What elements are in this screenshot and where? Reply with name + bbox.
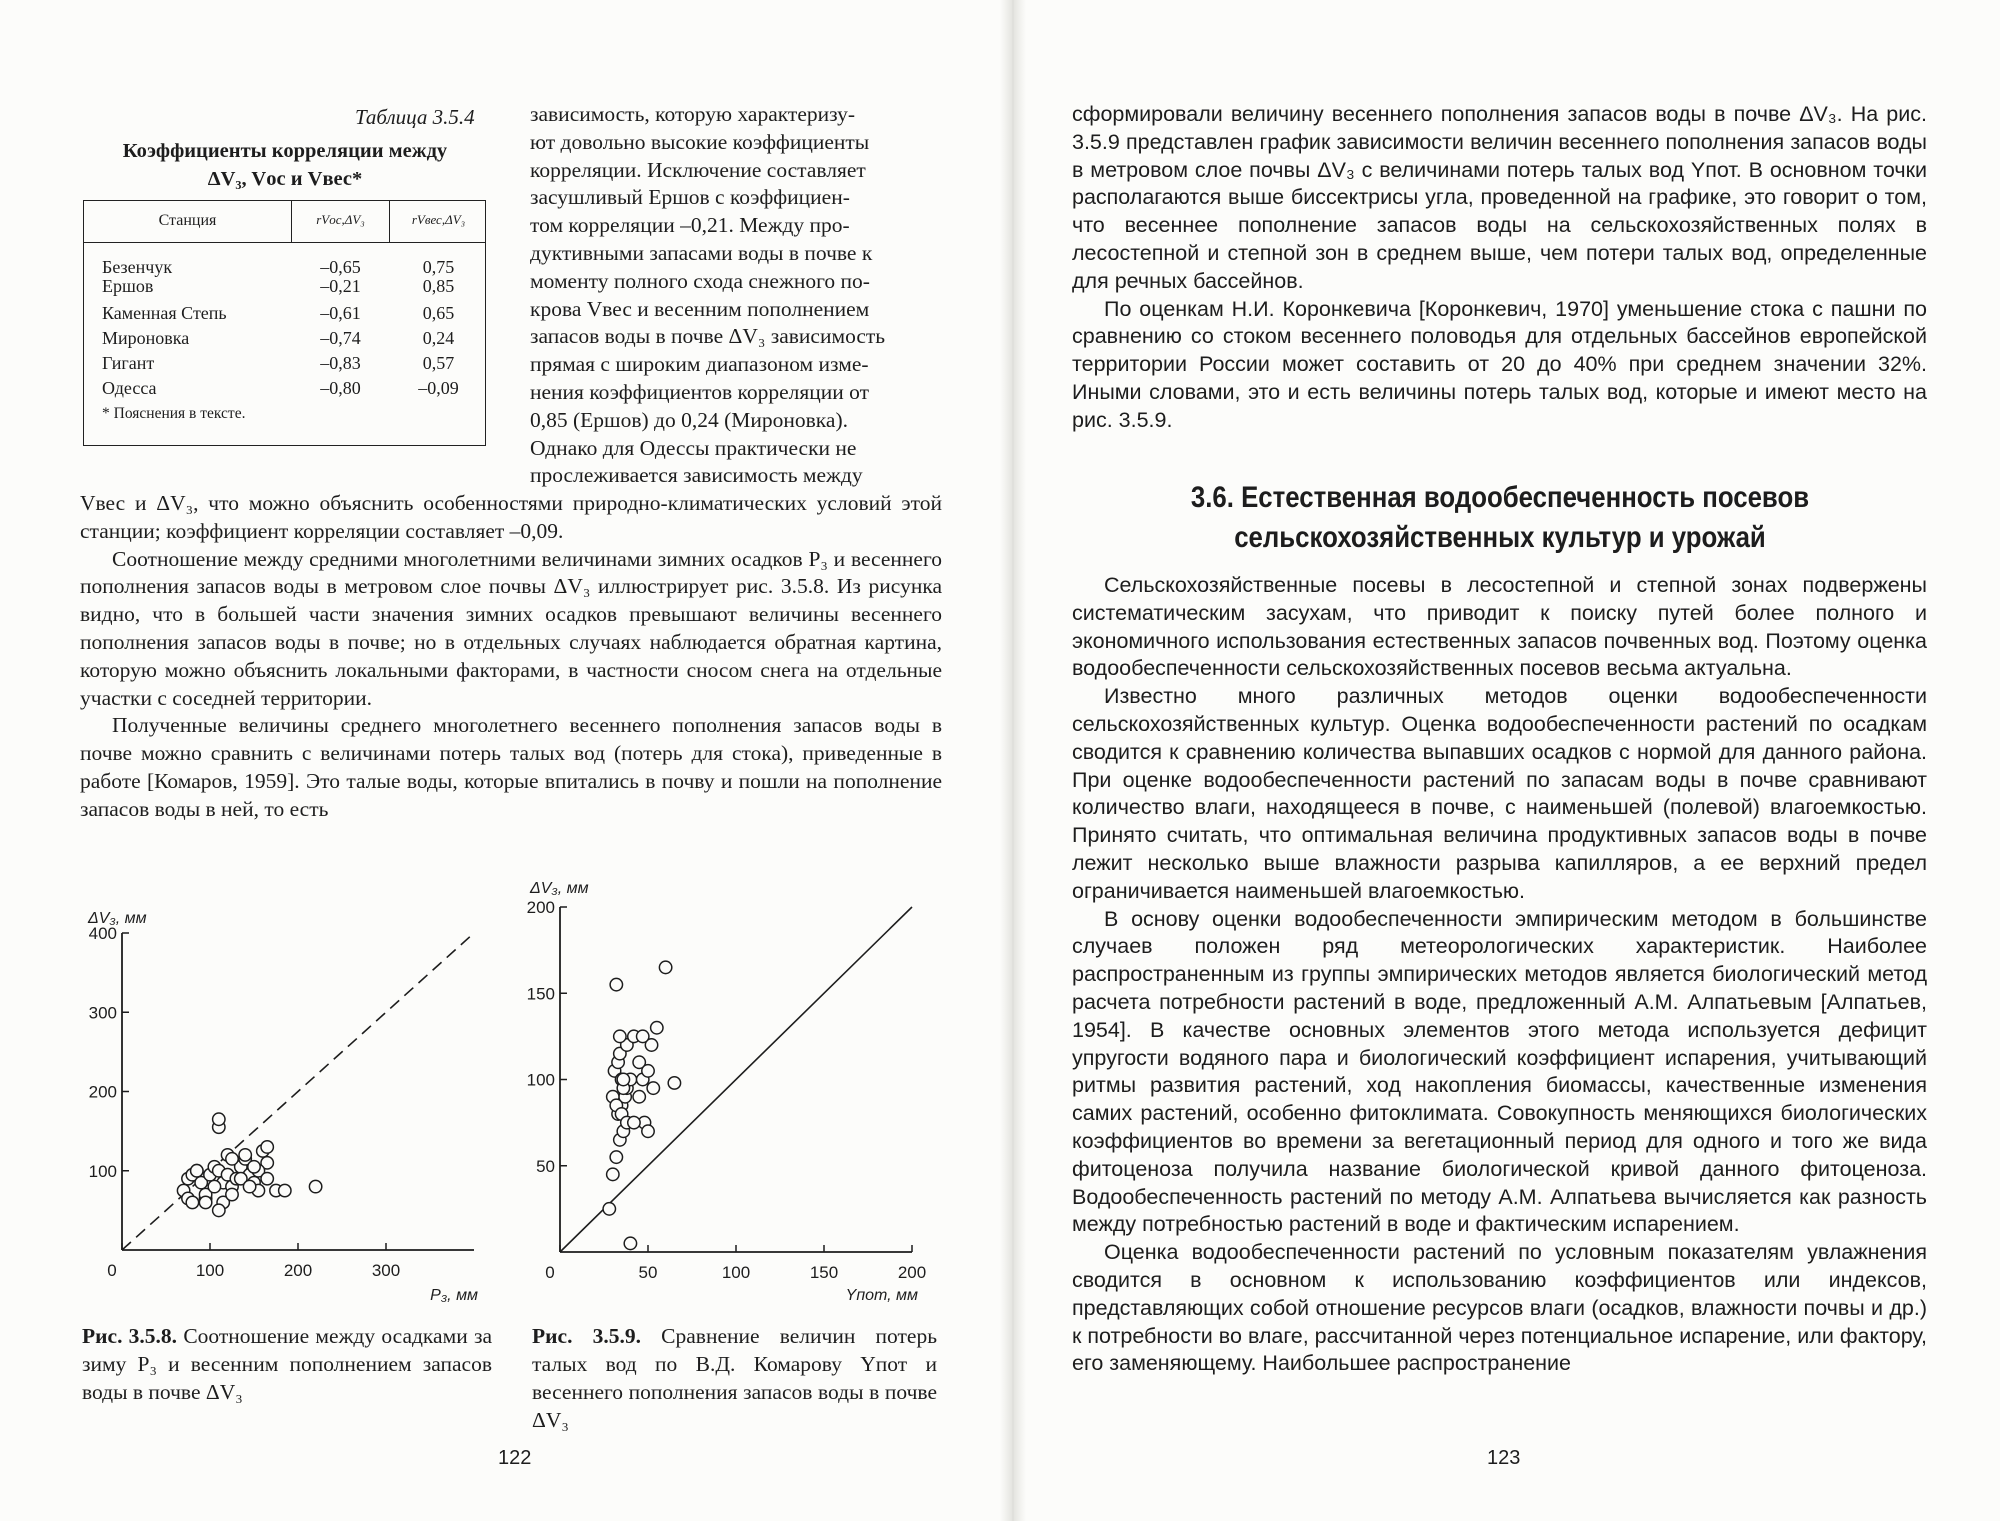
figure-caption-3-5-9 — [532, 1322, 937, 1434]
table-footnote: * Пояснения в тексте. — [102, 405, 246, 422]
paragraph: В основу оценки водообеспеченности эмпирическим методом в большинстве случаев положен ряд метеорологических характеристик. Наиболее распространенным из группы эмпирических методов является биологический метод расчета потребности растений в воде, предложенный А.М. Алпатьевым [Алпатьев, 1954]. В качестве основных элементов этого метода используется дефицит упругости водяного пара и биологический коэффициент испарения, учитывающий ритмы развития растений, ход накопления биомассы, качественные изменения самих растений, особенно фитоклимата. Совокупность меняющихся биологических коэффициентов во времени за вегетационный период для одного и того же вида фитоценоза получила название биологической кривой данного фитоценоза. Водообеспеченность растений по методу А.М. Алпатьева вычисляется как разность между потребностью растений в воде и фактическим испарением. — [1072, 906, 1927, 1237]
table-row — [84, 353, 485, 378]
x-tick-label: 100 — [195, 1261, 225, 1280]
text-line: прослеживается зависимость между — [530, 463, 863, 488]
y-tick-label: 100 — [526, 1070, 555, 1090]
text-line: корреляции. Исключение составляет — [530, 157, 866, 182]
figure-caption-text: Сравнение величин потерь талых вод по В.Д. Комарову Yпот и весеннего пополнения запасов воды в почве ΔV₃ — [532, 1324, 937, 1432]
data-point — [309, 1180, 321, 1192]
x-tick-label: 200 — [897, 1263, 927, 1282]
data-point — [633, 1091, 645, 1103]
table-cell-r-ves: 0,24 — [422, 328, 455, 348]
correlation-table — [83, 200, 486, 446]
data-point — [213, 1113, 225, 1125]
table-cell-r-ves: 0,65 — [422, 303, 455, 323]
left-body-text — [80, 490, 942, 824]
data-point — [614, 1030, 626, 1042]
data-point — [610, 1151, 622, 1163]
right-body-bottom — [1072, 572, 1927, 1378]
figure-caption-3-5-8 — [82, 1322, 492, 1406]
table-cell-r-ves: 0,85 — [422, 276, 455, 296]
data-point — [191, 1165, 203, 1177]
figure-caption-text: Соотношение между осадками за зиму P₃ и весенним пополнением запасов воды в почве ΔV₃ — [82, 1324, 492, 1404]
x-tick-label: 300 — [371, 1261, 401, 1280]
table-title — [85, 137, 485, 193]
table-cell-r-os: –0,83 — [320, 353, 361, 373]
x-tick-label: 50 — [638, 1263, 658, 1282]
table-cell-r-ves: 0,75 — [422, 257, 455, 277]
text-line: крова Vвес и весенним пополнением — [530, 296, 870, 321]
section-heading-line1: 3.6. Естественная водообеспеченность посевов — [1190, 481, 1810, 514]
paragraph: Vвес и ΔV₃, что можно объяснить особенностями природно-климатических условий этой станции; коэффициент корреляции составляет –0,09. — [80, 491, 942, 543]
text-line: 0,85 (Ершов) до 0,24 (Мироновка). — [530, 407, 848, 432]
scatter-chart-fig-3-5-8 — [70, 895, 510, 1315]
table-cell-r-ves: –0,09 — [418, 378, 459, 398]
table-cell-r-ves: 0,57 — [422, 353, 455, 373]
data-point — [243, 1180, 255, 1192]
page-number-left: 122 — [498, 1447, 532, 1469]
right-body-top — [1072, 101, 1927, 435]
table-cell-r-os: –0,61 — [320, 303, 361, 323]
reference-line — [122, 933, 474, 1250]
paragraph: Сельскохозяйственные посевы в лесостепной и степной зонах подвержены систематическим засухам, что приводит к поиску путей более полного и экономичного использования естественных запасов почвенных вод. Поэтому оценка водообеспеченности сельскохозяйственных посевов весьма актуальна. — [1072, 573, 1927, 681]
text-line: Однако для Одессы практически не — [530, 435, 857, 460]
y-tick-label: 200 — [526, 898, 555, 917]
x-tick-label: 100 — [721, 1263, 751, 1282]
table-header-station: Станция — [158, 212, 217, 229]
data-point — [642, 1065, 654, 1077]
table-caption: Таблица 3.5.4 — [355, 105, 475, 129]
text-line: дуктивными запасами воды в почве к — [530, 240, 873, 265]
data-point — [659, 961, 671, 973]
section-heading-line2: сельскохозяйственных культур и урожай — [1234, 521, 1766, 554]
data-point — [279, 1184, 291, 1196]
data-point — [610, 978, 622, 990]
data-point — [186, 1196, 198, 1208]
paragraph: Полученные величины среднего многолетнего весеннего пополнения запасов воды в почве можно сравнить с величинами потерь талых вод (потерь для стока), приведенные в работе [Комаров, 1959]. Это талые воды, которые впитались в почву и пошли на пополнение запасов воды в ней, то есть — [80, 713, 942, 821]
text-line: том корреляции –0,21. Между про- — [530, 213, 850, 238]
table-cell-r-os: –0,65 — [320, 257, 361, 277]
table-cell-station: Гигант — [102, 353, 155, 373]
table-header-r-os: rVос,ΔV₃ — [316, 212, 365, 227]
data-point — [628, 1116, 640, 1128]
y-axis-label: ΔV₃, мм — [88, 910, 147, 927]
text-line: ют довольно высокие коэффициенты — [530, 129, 870, 154]
y-axis-label: ΔV₃, мм — [530, 880, 589, 897]
page-number-right: 123 — [1487, 1447, 1521, 1469]
data-point — [261, 1172, 273, 1184]
paragraph: Соотношение между средними многолетними величинами зимних осадков P₃ и весеннего пополнения запасов воды в метровом слое почвы ΔV₃ иллюстрирует рис. 3.5.8. Из рисунка видно, что в большей части значения зимних осадков превышают величины весеннего пополнения запасов воды в почве; но в отдельных случаях наблюдается обратная картина, которую можно объяснить локальными факторами, в частности сносом снега на отдельные участки с соседней территории. — [80, 546, 942, 710]
x-axis-label: P₃, мм — [430, 1287, 478, 1304]
table-title-line1: Коэффициенты корреляции между — [122, 140, 448, 162]
data-point — [248, 1161, 260, 1173]
data-point — [668, 1077, 680, 1089]
text-line: прямая с широким диапазоном изме- — [530, 352, 869, 377]
y-tick-label: 400 — [88, 924, 117, 943]
data-point — [617, 1073, 629, 1085]
x-tick-label: 200 — [283, 1261, 313, 1280]
table-header-r-ves: rVвес,ΔV₃ — [411, 212, 466, 227]
y-tick-label: 300 — [88, 1003, 117, 1023]
left-narrow-column — [530, 101, 940, 490]
table-title-line2: ΔV₃, Vос и Vвес* — [207, 168, 363, 190]
scatter-chart-fig-3-5-9 — [520, 875, 950, 1315]
table-row — [84, 328, 485, 353]
data-point — [226, 1153, 238, 1165]
data-point — [226, 1188, 238, 1200]
table-cell-station: Одесса — [102, 378, 157, 398]
data-point — [607, 1168, 619, 1180]
paragraph: По оценкам Н.И. Коронкевича [Коронкевич, 1970] уменьшение стока с пашни по сравнению со стоком весеннего половодья для отдельных бассейнов европейской территории России может составить от 20 до 40% при среднем значении 32%. Иными словами, это и есть величины потерь талых вод, которые и имеют место на рис. 3.5.9. — [1072, 296, 1927, 432]
table-cell-station: Каменная Степь — [102, 303, 227, 323]
text-line: нения коэффициентов корреляции от — [530, 379, 870, 404]
y-tick-label: 200 — [88, 1082, 117, 1102]
table-cell-r-os: –0,21 — [320, 276, 361, 296]
text-line: моменту полного схода снежного по- — [530, 268, 870, 293]
table-cell-r-os: –0,80 — [320, 378, 361, 398]
data-point — [647, 1082, 659, 1094]
paragraph: сформировали величину весеннего пополнения запасов воды в почве ΔV₃. На рис. 3.5.9 представлен график зависимости величин весеннего пополнения запасов воды в метровом слое почвы ΔV₃ с величинами потерь талых вод Yпот. В основном точки располагаются выше биссектрисы угла, проведенной на графике, это говорит о том, что весеннее пополнение запасов воды на сельскохозяйственных полях в лесостепной и степной зон в среднем выше, чем потери талых вод, определенные для речных бассейнов. — [1072, 102, 1927, 293]
data-point — [603, 1203, 615, 1215]
text-line: засушливый Ершов с коэффициен- — [530, 185, 850, 210]
y-tick-label: 150 — [526, 984, 555, 1004]
table-cell-r-os: –0,74 — [320, 328, 361, 348]
figure-label: Рис. 3.5.9. — [532, 1324, 641, 1348]
data-point — [199, 1196, 211, 1208]
table-row — [84, 276, 485, 301]
data-point — [651, 1022, 663, 1034]
x-axis-label: Yпот, мм — [845, 1287, 918, 1304]
data-point — [637, 1030, 649, 1042]
y-tick-label: 50 — [536, 1156, 555, 1176]
data-point — [642, 1125, 654, 1137]
x-tick-label: 0 — [107, 1261, 117, 1280]
book-gutter — [1000, 0, 1026, 1521]
data-point — [239, 1149, 251, 1161]
table-row — [84, 378, 485, 403]
reference-line — [560, 907, 912, 1252]
table-cell-station: Мироновка — [102, 328, 190, 348]
y-tick-label: 100 — [88, 1161, 117, 1181]
data-point — [261, 1141, 273, 1153]
paragraph: Известно много различных методов оценки водообеспеченности сельскохозяйственных культур. Оценка водообеспеченности растений по осадкам сводится к сравнению количества выпавших осадков с нормой для данного района. При оценке водообеспеченности растений по запасам воды в почве сравнивают количество влаги, находящееся в почве, с наименьшей (полевой) влагоемкостью. Принято считать, что оптимальная величина продуктивных запасов воды в почве лежит несколько выше влажности разрыва капилляров, а ее верхний предел ограничивается наименьшей влагоемкостью. — [1072, 684, 1927, 903]
data-point — [624, 1237, 636, 1249]
table-cell-station: Ершов — [102, 276, 154, 296]
x-tick-label: 150 — [809, 1263, 839, 1282]
paragraph: Оценка водообеспеченности растений по условным показателям увлажнения сводится в основном к использованию коэффициентов или индексов, представляющих собой отношение ресурсов влаги (осадков, влажности почвы и др.) к потребности во влаге, рассчитанной через потенциальное испарение, или фактору, его заменяющему. Наибольшее распространение — [1072, 1240, 1927, 1376]
figure-label: Рис. 3.5.8. — [82, 1324, 178, 1348]
text-line: зависимость, которую характеризу- — [530, 102, 856, 126]
table-row — [84, 303, 485, 328]
data-point — [213, 1204, 225, 1216]
section-heading — [1135, 478, 1866, 558]
x-tick-label: 0 — [545, 1263, 555, 1282]
table-header-row — [84, 201, 485, 243]
data-point — [208, 1180, 220, 1192]
text-line: запасов воды в почве ΔV₃ зависимость — [530, 324, 886, 349]
table-cell-station: Безенчук — [102, 257, 173, 277]
